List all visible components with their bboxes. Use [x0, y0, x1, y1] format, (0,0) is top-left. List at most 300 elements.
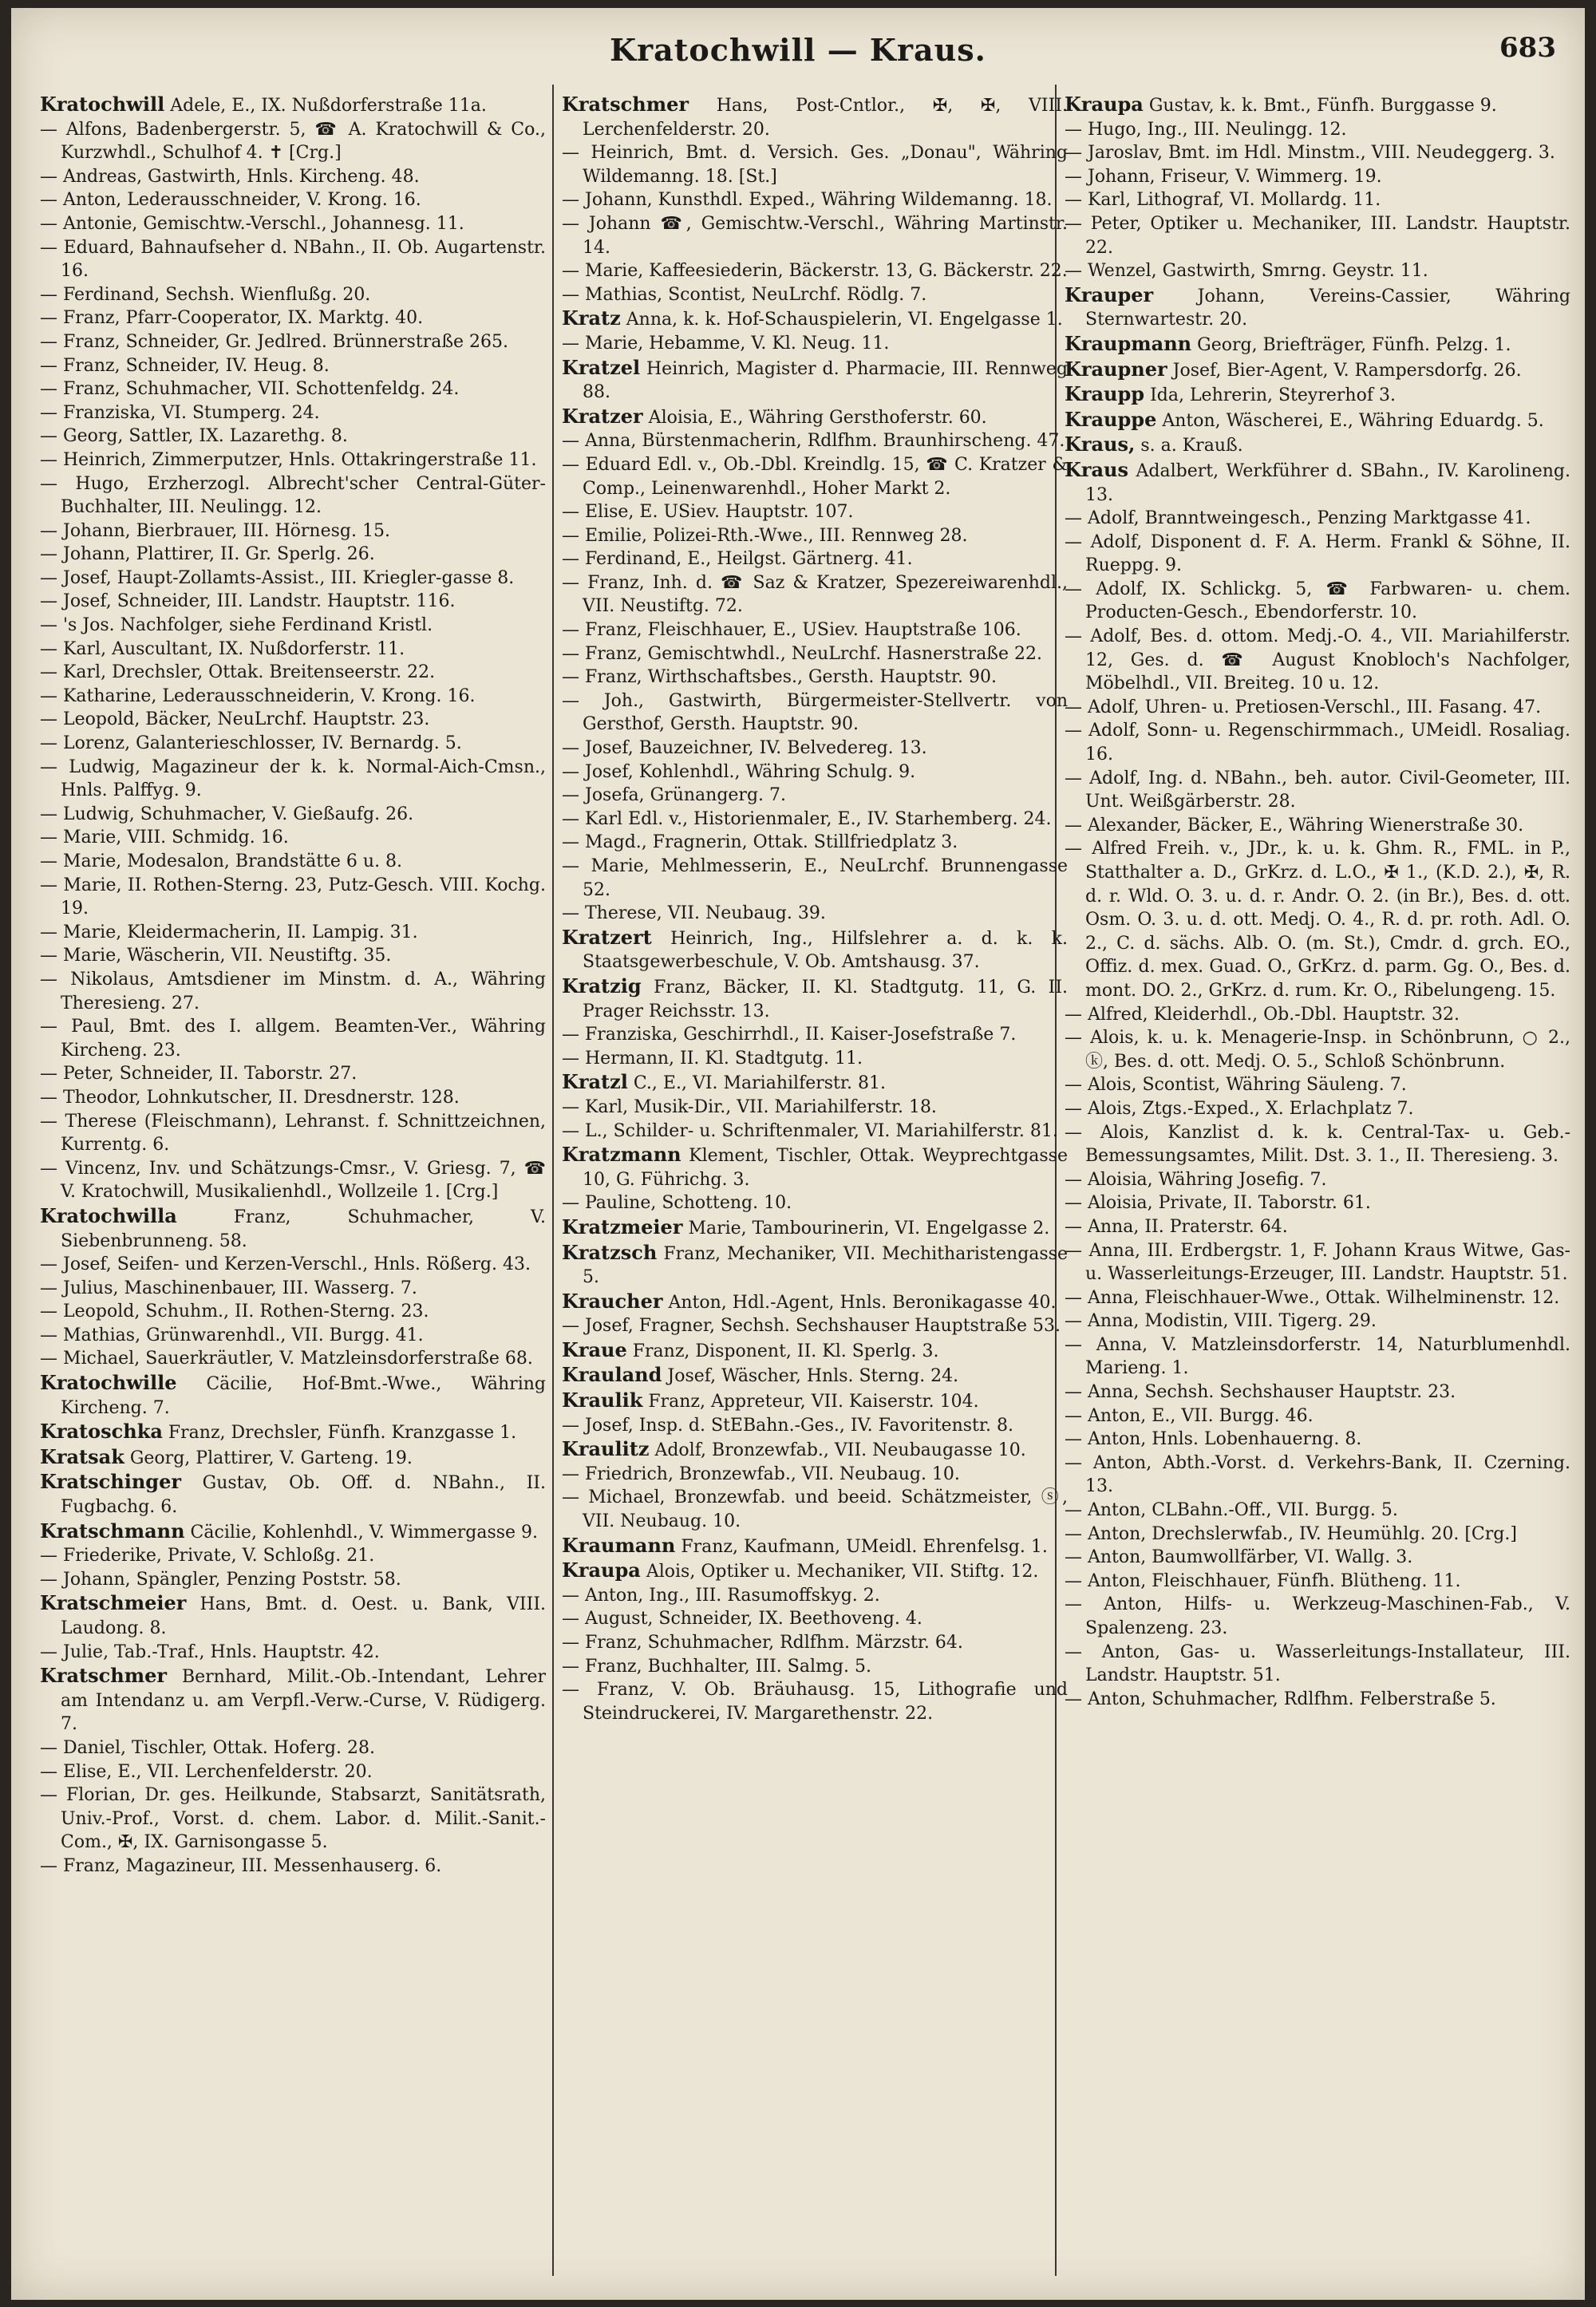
entry-text: — Nikolaus, Amtsdiener im Minstm. d. A., Währing Theresieng. 27. — [40, 969, 546, 1013]
directory-entry — [1065, 283, 1570, 332]
entry-text: — Anton, Gas- u. Wasserleitungs-Installateur, III. Landstr. Hauptstr. 51. — [1065, 1641, 1570, 1686]
directory-entry — [1065, 1239, 1570, 1286]
entry-text: Franz, Kaufmann, UMeidl. Ehrenfelsg. 1. — [675, 1536, 1048, 1557]
entry-text: Franz, Bäcker, II. Kl. Stadtgutg. 11, G. II. Prager Reichsstr. 13. — [583, 977, 1068, 1021]
directory-entry — [562, 926, 1068, 974]
directory-entry — [40, 1062, 546, 1086]
directory-entry — [562, 1607, 1068, 1631]
entry-text: — Anton, Hnls. Lobenhauerng. 8. — [1065, 1429, 1362, 1450]
directory-entry — [40, 1204, 546, 1253]
directory-entry — [40, 732, 546, 756]
entry-surname: Kratschmeier — [40, 1591, 187, 1615]
directory-entry — [40, 1855, 546, 1878]
directory-entry — [40, 188, 546, 212]
directory-entry — [40, 543, 546, 567]
entry-text: — Florian, Dr. ges. Heilkunde, Stabsarzt, Sanitätsrath, Univ.-Prof., Vorst. d. chem. Labor. d. Milit.-Sanit.-Com., ✠, IX. Garnisongasse 5. — [40, 1785, 546, 1853]
directory-entry — [40, 306, 546, 330]
entry-surname: Kraupmann — [1065, 331, 1192, 355]
entry-text: — Anna, V. Matzleinsdorferstr. 14, Naturblumenhdl. Marieng. 1. — [1065, 1334, 1570, 1379]
entry-text: — Franz, Inh. d. ☎ Saz & Kratzer, Spezereiwarenhdl., VII. Neustiftg. 72. — [562, 572, 1068, 617]
directory-entry — [562, 1389, 1068, 1414]
directory-entry — [1065, 1286, 1570, 1310]
directory-entry — [1065, 1641, 1570, 1688]
directory-entry — [562, 1363, 1068, 1389]
directory-entry — [40, 236, 546, 283]
directory-entry — [40, 944, 546, 968]
directory-entry — [40, 1544, 546, 1568]
directory-entry — [562, 1120, 1068, 1144]
entry-surname: Kratschmer — [562, 93, 689, 116]
entry-text: — Paul, Bmt. des I. allgem. Beamten-Ver., Währing Kircheng. 23. — [40, 1017, 546, 1061]
directory-entry — [562, 1631, 1068, 1655]
entry-text: — Anton, Baumwollfärber, VI. Wallg. 3. — [1065, 1547, 1413, 1568]
entry-text: — Heinrich, Bmt. d. Versich. Ges. „Donau", Währing Wildemanng. 18. [St.] — [562, 143, 1068, 187]
entry-text: — Karl, Musik-Dir., VII. Mariahilferstr. 18. — [562, 1096, 937, 1117]
entry-text: Johann, Vereins-Cassier, Währing Sternwartestr. 20. — [1085, 286, 1570, 330]
directory-entry — [40, 850, 546, 874]
directory-entry — [40, 1324, 546, 1348]
entry-text: — Alfred, Kleiderhdl., Ob.-Dbl. Hauptstr. 32. — [1065, 1004, 1460, 1025]
directory-entry — [562, 356, 1068, 405]
entry-text: — Aloisia, Währing Josefig. 7. — [1065, 1169, 1327, 1190]
entry-surname: Kratzsch — [562, 1240, 658, 1264]
entry-text: Anton, Wäscherei, E., Währing Eduardg. 5. — [1156, 410, 1544, 431]
entry-text: — Mathias, Grünwarenhdl., VII. Burgg. 41. — [40, 1325, 424, 1345]
directory-entry — [1065, 1215, 1570, 1239]
entry-text: — Julie, Tab.-Traf., Hnls. Hauptstr. 42. — [40, 1641, 380, 1662]
entry-surname: Kraue — [562, 1337, 627, 1361]
directory-entry — [40, 756, 546, 803]
entry-text: — Adolf, Disponent d. F. A. Herm. Frankl & Söhne, II. Rueppg. 9. — [1065, 531, 1570, 576]
directory-column-1 — [40, 93, 546, 1878]
directory-entry — [1065, 531, 1570, 578]
entry-text: Adele, E., IX. Nußdorferstraße 11a. — [164, 96, 487, 116]
directory-entry — [40, 661, 546, 685]
entry-text: — Pauline, Schotteng. 10. — [562, 1193, 792, 1214]
directory-entry — [1065, 1026, 1570, 1073]
directory-entry — [562, 1143, 1068, 1191]
directory-entry — [562, 212, 1068, 259]
entry-text: — Leopold, Bäcker, NeuLrchf. Hauptstr. 23. — [40, 709, 430, 730]
directory-entry — [562, 1215, 1068, 1241]
entry-text: — Alois, Scontist, Währing Säuleng. 7. — [1065, 1075, 1407, 1096]
directory-entry — [40, 567, 546, 591]
entry-surname: Kratzer — [562, 404, 643, 428]
entry-text: Franz, Mechaniker, VII. Mechitharistengasse 5. — [583, 1243, 1068, 1288]
entry-text: Ida, Lehrerin, Steyrerhof 3. — [1144, 385, 1396, 406]
directory-entry — [40, 1110, 546, 1157]
directory-entry — [1065, 1121, 1570, 1168]
entry-text: — Johann, Spängler, Penzing Poststr. 58. — [40, 1569, 401, 1590]
entry-text: — Adolf, Bes. d. ottom. Medj.-O. 4., VII. Mariahilferstr. 12, Ges. d. ☎ August Knobloch's Nachfolger, Möbelhdl., VII. Breiteg. 10 u. 12. — [1065, 626, 1570, 694]
entry-text: — Karl, Drechsler, Ottak. Breitenseerstr. 22. — [40, 662, 436, 683]
entry-text: — Franz, Schuhmacher, VII. Schottenfeldg. 24. — [40, 379, 460, 400]
directory-entry — [40, 1591, 546, 1640]
entry-text: — Johann, Kunsthdl. Exped., Währing Wildemanng. 18. — [562, 190, 1053, 211]
directory-entry — [1065, 1570, 1570, 1594]
entry-surname: Kratzert — [562, 925, 652, 949]
entry-surname: Kraus, — [1065, 433, 1136, 456]
directory-entry — [40, 1568, 546, 1592]
directory-entry — [562, 1047, 1068, 1071]
directory-entry — [562, 1678, 1068, 1725]
directory-entry — [40, 401, 546, 425]
entry-text: Anna, k. k. Hof-Schauspielerin, VI. Engelgasse 1. — [620, 310, 1063, 330]
directory-entry — [562, 1437, 1068, 1463]
entry-surname: Krauppe — [1065, 407, 1157, 431]
entry-text: — Michael, Sauerkräutler, V. Matzleinsdorferstraße 68. — [40, 1349, 533, 1369]
directory-entry — [40, 685, 546, 709]
directory-entry — [1065, 1381, 1570, 1404]
entry-text: Hans, Bmt. d. Oest. u. Bank, VIII. Laudong. 8. — [61, 1594, 546, 1638]
entry-text: Franz, Schuhmacher, V. Siebenbrunneng. 58. — [61, 1207, 546, 1251]
entry-text: — Wenzel, Gastwirth, Smrng. Geystr. 11. — [1065, 261, 1428, 282]
entry-text: Adalbert, Werkführer d. SBahn., IV. Karolineng. 13. — [1085, 460, 1570, 505]
entry-surname: Kratschmann — [40, 1519, 185, 1543]
entry-text: — Marie, II. Rothen-Sterng. 23, Putz-Gesch. VIII. Kochg. 19. — [40, 875, 546, 919]
entry-text: — Franz, Schneider, Gr. Jedlred. Brünnerstraße 265. — [40, 331, 509, 352]
directory-entry — [1065, 719, 1570, 766]
entry-surname: Kratzmann — [562, 1143, 681, 1167]
directory-entry — [40, 1015, 546, 1062]
entry-surname: Kraupner — [1065, 357, 1167, 381]
entry-text: — Vincenz, Inv. und Schätzungs-Cmsr., V. Griesg. 7, ☎ V. Kratochwill, Musikalienhdl., Wollzeile 1. [Crg.] — [40, 1158, 546, 1203]
directory-entry — [562, 760, 1068, 784]
directory-entry — [562, 453, 1068, 500]
entry-text: — Alois, Ztgs.-Exped., X. Erlachplatz 7. — [1065, 1098, 1414, 1119]
directory-entry — [562, 784, 1068, 808]
directory-entry — [1065, 358, 1570, 383]
directory-entry — [562, 1241, 1068, 1290]
directory-entry — [40, 1300, 546, 1324]
entry-text: — Antonie, Gemischtw.-Verschl., Johannesg. 11. — [40, 213, 464, 234]
entry-text: — Aloisia, Private, II. Taborstr. 61. — [1065, 1193, 1371, 1214]
directory-entry — [562, 1096, 1068, 1120]
directory-entry — [562, 855, 1068, 902]
entry-text: — Ferdinand, E., Heilgst. Gärtnerg. 41. — [562, 549, 913, 570]
entry-text: — Johann, Friseur, V. Wimmerg. 19. — [1065, 166, 1382, 187]
page-header — [35, 29, 1561, 77]
directory-entry — [1065, 118, 1570, 142]
directory-entry — [40, 1277, 546, 1301]
directory-entry — [1065, 332, 1570, 358]
entry-text: — Josef, Seifen- und Kerzen-Verschl., Hnls. Rößerg. 43. — [40, 1254, 531, 1275]
directory-entry — [562, 902, 1068, 926]
entry-text: — Anna, II. Praterstr. 64. — [1065, 1216, 1288, 1237]
entry-text: — August, Schneider, IX. Beethoveng. 4. — [562, 1609, 922, 1630]
directory-entry — [1065, 1452, 1570, 1499]
entry-text: — Josef, Haupt-Zollamts-Assist., III. Kriegler-gasse 8. — [40, 567, 515, 588]
entry-text: — Heinrich, Zimmerputzer, Hnls. Ottakringerstraße 11. — [40, 449, 537, 470]
entry-surname: Kratochwille — [40, 1371, 177, 1395]
entry-text: — Friedrich, Bronzewfab., VII. Neubaug. 10. — [562, 1464, 960, 1484]
directory-entry — [562, 524, 1068, 548]
directory-entry — [40, 1470, 546, 1519]
directory-entry — [40, 1347, 546, 1371]
directory-entry — [40, 425, 546, 448]
entry-text: — Adolf, Ing. d. NBahn., beh. autor. Civil-Geometer, III. Unt. Weißgärberstr. 28. — [1065, 768, 1570, 812]
directory-entry — [562, 1191, 1068, 1215]
entry-text: — Anna, Sechsh. Sechshauser Hauptstr. 23. — [1065, 1382, 1456, 1403]
entry-text: — Emilie, Polizei-Rth.-Wwe., III. Rennweg 28. — [562, 525, 968, 546]
directory-entry — [1065, 165, 1570, 189]
entry-text: — Anton, Hilfs- u. Werkzeug-Maschinen-Fab., V. Spalenzeng. 23. — [1065, 1594, 1570, 1638]
entry-text: — Anton, Lederausschneider, V. Krong. 16. — [40, 190, 421, 211]
entry-text: — Franz, Wirthschaftsbes., Gersth. Hauptstr. 90. — [562, 667, 997, 688]
directory-entry — [562, 666, 1068, 689]
directory-entry — [1065, 1168, 1570, 1192]
entry-text: Klement, Tischler, Ottak. Weyprechtgasse 10, G. Führichg. 3. — [583, 1146, 1068, 1190]
entry-text: — Franz, V. Ob. Bräuhausg. 15, Lithografie und Steindruckerei, IV. Margarethenstr. 22. — [562, 1680, 1068, 1724]
entry-text: Aloisia, E., Währing Gersthoferstr. 60. — [642, 407, 987, 428]
directory-entry — [40, 1086, 546, 1110]
directory-entry — [40, 1641, 546, 1665]
entry-text: — Joh., Gastwirth, Bürgermeister-Stellvertr. von Gersthof, Gersth. Hauptstr. 90. — [562, 690, 1068, 735]
directory-entry — [562, 1070, 1068, 1096]
directory-entry — [1065, 1688, 1570, 1712]
directory-entry — [562, 737, 1068, 760]
entry-text: Franz, Drechsler, Fünfh. Kranzgasse 1. — [162, 1423, 517, 1444]
directory-entry — [1065, 1097, 1570, 1121]
entry-surname: Kratoschka — [40, 1420, 163, 1444]
entry-text: — Katharine, Lederausschneiderin, V. Krong. 16. — [40, 685, 476, 706]
running-head: Kratochwill — Kraus. — [610, 32, 986, 68]
directory-entry — [562, 93, 1068, 141]
directory-entry — [562, 500, 1068, 524]
entry-text: — Elise, E. USiev. Hauptstr. 107. — [562, 502, 854, 523]
directory-entry — [1065, 578, 1570, 625]
directory-entry — [40, 708, 546, 732]
entry-text: Adolf, Bronzewfab., VII. Neubaugasse 10. — [649, 1440, 1026, 1461]
entry-surname: Kraupa — [562, 1558, 641, 1582]
entry-text: — Adolf, IX. Schlickg. 5, ☎ Farbwaren- u. chem. Producten-Gesch., Ebendorferstr. 10. — [1065, 579, 1570, 623]
entry-text: — Peter, Schneider, II. Taborstr. 27. — [40, 1064, 358, 1084]
directory-entry — [1065, 458, 1570, 507]
directory-entry — [562, 1338, 1068, 1364]
directory-entry — [1065, 1546, 1570, 1570]
entry-surname: Kraus — [1065, 457, 1129, 481]
entry-text: — Josefa, Grünangerg. 7. — [562, 785, 787, 806]
directory-entry — [562, 141, 1068, 188]
entry-text: — Anton, Abth.-Vorst. d. Verkehrs-Bank, II. Czerning. 13. — [1065, 1452, 1570, 1497]
directory-entry — [1065, 188, 1570, 212]
entry-text: — Mathias, Scontist, NeuLrchf. Rödlg. 7. — [562, 284, 927, 305]
entry-text: — Hugo, Ing., III. Neulingg. 12. — [1065, 119, 1347, 140]
entry-text: — Franziska, VI. Stumperg. 24. — [40, 402, 320, 423]
directory-entry — [1065, 1073, 1570, 1097]
entry-text: — Karl, Auscultant, IX. Nußdorferstr. 11. — [40, 638, 405, 659]
directory-entry — [562, 1290, 1068, 1315]
directory-entry — [562, 429, 1068, 453]
column-divider — [552, 85, 554, 2276]
directory-entry — [40, 472, 546, 519]
directory-entry — [40, 283, 546, 307]
entry-text: — Alois, k. u. k. Menagerie-Insp. in Schönbrunn, ○ 2., ⓚ, Bes. d. ott. Medj. O. 5., Schloß Schönbrunn. — [1065, 1028, 1570, 1072]
directory-entry — [562, 405, 1068, 430]
directory-entry — [1065, 1310, 1570, 1333]
directory-entry — [40, 1760, 546, 1784]
entry-text: — Julius, Maschinenbauer, III. Wasserg. 7. — [40, 1278, 417, 1298]
directory-entry — [1065, 433, 1570, 458]
entry-text: Gustav, Ob. Off. d. NBahn., II. Fugbachg. 6. — [61, 1473, 546, 1518]
directory-entry — [562, 188, 1068, 212]
directory-entry — [40, 1420, 546, 1445]
entry-text: — Friederike, Private, V. Schloßg. 21. — [40, 1546, 375, 1566]
entry-surname: Krauland — [562, 1363, 662, 1387]
directory-entry — [40, 874, 546, 921]
directory-entry — [1065, 1333, 1570, 1381]
entry-text: — Franz, Buchhalter, III. Salmg. 5. — [562, 1656, 871, 1677]
directory-entry — [562, 1414, 1068, 1438]
entry-text: Hans, Post-Cntlor., ✠, ✠, VIII. Lerchenfelderstr. 20. — [583, 96, 1068, 140]
entry-surname: Kraumann — [562, 1533, 676, 1557]
directory-entry — [40, 330, 546, 354]
directory-entry — [562, 283, 1068, 307]
directory-entry — [1065, 1593, 1570, 1640]
directory-entry — [1065, 93, 1570, 118]
directory-entry — [562, 974, 1068, 1023]
entry-surname: Krauper — [1065, 282, 1154, 306]
entry-text: — Adolf, Sonn- u. Regenschirmmach., UMeidl. Rosaliag. 16. — [1065, 721, 1570, 765]
entry-text: — Ludwig, Magazineur der k. k. Normal-Aich-Cmsn., Hnls. Palffyg. 9. — [40, 756, 546, 801]
entry-text: — Adolf, Branntweingesch., Penzing Marktgasse 41. — [1065, 508, 1531, 529]
entry-text: — Peter, Optiker u. Mechaniker, III. Landstr. Hauptstr. 22. — [1065, 213, 1570, 258]
entry-surname: Kraulitz — [562, 1437, 650, 1461]
entry-text: — Adolf, Uhren- u. Pretiosen-Verschl., III. Fasang. 47. — [1065, 697, 1542, 717]
directory-entry — [562, 306, 1068, 332]
entry-text: — Ludwig, Schuhmacher, V. Gießaufg. 26. — [40, 804, 414, 824]
entry-text: — Therese, VII. Neubaug. 39. — [562, 903, 826, 924]
entry-text: — Anton, CLBahn.-Off., VII. Burgg. 5. — [1065, 1500, 1398, 1521]
directory-entry — [1065, 507, 1570, 531]
entry-text: — Franz, Fleischhauer, E., USiev. Hauptstraße 106. — [562, 620, 1021, 641]
entry-text: — Andreas, Gastwirth, Hnls. Kircheng. 48. — [40, 166, 420, 187]
entry-text: — Marie, VIII. Schmidg. 16. — [40, 828, 289, 848]
directory-entry — [562, 1486, 1068, 1533]
entry-text: — Josef, Insp. d. StEBahn.-Ges., IV. Favoritenstr. 8. — [562, 1415, 1013, 1436]
directory-entry — [40, 93, 546, 118]
directory-entry — [40, 1784, 546, 1855]
entry-text: — Anton, Ing., III. Rasumoffskyg. 2. — [562, 1585, 880, 1606]
directory-entry — [40, 614, 546, 638]
directory-entry — [562, 1314, 1068, 1338]
entry-text: — Franz, Magazineur, III. Messenhauserg. 6. — [40, 1855, 442, 1876]
entry-text: — Marie, Hebamme, V. Kl. Neug. 11. — [562, 333, 890, 354]
entry-surname: Kratsak — [40, 1444, 124, 1468]
entry-text: — Johann, Bierbrauer, III. Hörnesg. 15. — [40, 520, 390, 541]
directory-entry — [40, 638, 546, 662]
entry-text: Anton, Hdl.-Agent, Hnls. Beronikagasse 40. — [662, 1292, 1057, 1313]
entry-surname: Kraupa — [1065, 93, 1144, 116]
entry-text: — Josef, Bauzeichner, IV. Belvedereg. 13. — [562, 738, 927, 759]
directory-entry — [562, 831, 1068, 855]
entry-text: — Theodor, Lohnkutscher, II. Dresdnerstr. 128. — [40, 1087, 460, 1108]
directory-entry — [562, 689, 1068, 737]
entry-text: — Marie, Wäscherin, VII. Neustiftg. 35. — [40, 946, 392, 966]
page-number: 683 — [1499, 32, 1556, 64]
entry-text: — Hugo, Erzherzogl. Albrecht'scher Central-Güter-Buchhalter, III. Neulingg. 12. — [40, 473, 546, 518]
directory-entry — [40, 212, 546, 236]
entry-text: — Therese (Fleischmann), Lehranst. f. Schnittzeichnen, Kurrentg. 6. — [40, 1111, 546, 1155]
entry-text: — Franz, Pfarr-Cooperator, IX. Marktg. 40. — [40, 308, 424, 329]
entry-surname: Kratochwill — [40, 93, 165, 116]
directory-entry — [1065, 141, 1570, 165]
directory-entry — [1065, 1499, 1570, 1523]
entry-text: Cäcilie, Kohlenhdl., V. Wimmergasse 9. — [184, 1522, 539, 1543]
entry-text: Heinrich, Magister d. Pharmacie, III. Rennweg 88. — [583, 358, 1068, 403]
entry-text: Heinrich, Ing., Hilfslehrer a. d. k. k. Staatsgewerbeschule, V. Ob. Amtshausg. 37. — [583, 928, 1068, 973]
entry-text: — Franziska, Geschirrhdl., II. Kaiser-Josefstraße 7. — [562, 1025, 1017, 1045]
entry-text: — Ferdinand, Sechsh. Wienflußg. 20. — [40, 284, 371, 305]
entry-text: — Anton, Schuhmacher, Rdlfhm. Felberstraße 5. — [1065, 1689, 1496, 1709]
directory-entry — [1065, 259, 1570, 283]
entry-text: — Marie, Kaffeesiederin, Bäckerstr. 13, G. Bäckerstr. 22. — [562, 261, 1068, 282]
entry-text: Georg, Briefträger, Fünfh. Pelzg. 1. — [1191, 334, 1511, 355]
directory-entry — [562, 808, 1068, 832]
entry-text: — Johann ☎, Gemischtw.-Verschl., Währing Martinstr. 14. — [562, 213, 1068, 258]
entry-text: — Elise, E., VII. Lerchenfelderstr. 20. — [40, 1761, 373, 1782]
entry-text: — Eduard Edl. v., Ob.-Dbl. Kreindlg. 15, ☎ C. Kratzer & Comp., Leinenwarenhdl., Hoher Markt 2. — [562, 454, 1068, 499]
entry-text: — Franz, Schneider, IV. Heug. 8. — [40, 355, 330, 376]
directory-entry — [40, 1736, 546, 1760]
directory-entry — [40, 165, 546, 189]
directory-entry — [40, 377, 546, 401]
directory-entry — [562, 1534, 1068, 1559]
entry-text: — Jaroslav, Bmt. im Hdl. Minstm., VIII. Neudeggerg. 3. — [1065, 143, 1555, 164]
directory-entry — [1065, 767, 1570, 814]
entry-text: — Anton, Drechslerwfab., IV. Heumühlg. 20. [Crg.] — [1065, 1523, 1517, 1544]
entry-text: — Anna, III. Erdbergstr. 1, F. Johann Kraus Witwe, Gas- u. Wasserleitungs-Erzeuger, III. Landstr. Hauptstr. 51. — [1065, 1240, 1570, 1285]
entry-text: Cäcilie, Hof-Bmt.-Wwe., Währing Kircheng. 7. — [61, 1374, 546, 1418]
directory-entry — [1065, 1003, 1570, 1027]
entry-surname: Kratzig — [562, 974, 642, 997]
entry-surname: Kratzel — [562, 355, 641, 379]
entry-text: — Alfons, Badenbergerstr. 5, ☎ A. Kratochwill & Co., Kurzwhdl., Schulhof 4. ✝ [Crg.] — [40, 119, 546, 164]
directory-entry — [1065, 212, 1570, 259]
directory-entry — [40, 448, 546, 472]
entry-text: — Franz, Schuhmacher, Rdlfhm. Märzstr. 64. — [562, 1633, 963, 1653]
directory-entry — [40, 921, 546, 945]
entry-text: — Leopold, Schuhm., II. Rothen-Sterng. 23. — [40, 1302, 429, 1322]
directory-entry — [562, 618, 1068, 642]
directory-entry — [562, 259, 1068, 283]
directory-entry — [562, 1655, 1068, 1679]
entry-text: — Anton, E., VII. Burgg. 46. — [1065, 1405, 1314, 1426]
entry-surname: Kratz — [562, 306, 621, 330]
entry-text: — Marie, Mehlmesserin, E., NeuLrchf. Brunnengasse 52. — [562, 856, 1068, 900]
directory-entry — [562, 571, 1068, 618]
entry-text: — Anna, Modistin, VIII. Tigerg. 29. — [1065, 1311, 1377, 1332]
entry-surname: Kraupp — [1065, 382, 1145, 406]
entry-surname: Kratschmer — [40, 1664, 168, 1688]
directory-entry — [562, 547, 1068, 571]
directory-entry — [40, 519, 546, 543]
entry-text: — Marie, Modesalon, Brandstätte 6 u. 8. — [40, 851, 403, 871]
directory-entry — [1065, 837, 1570, 1002]
entry-surname: Kraucher — [562, 1289, 663, 1313]
entry-text: — Franz, Gemischtwhdl., NeuLrchf. Hasnerstraße 22. — [562, 643, 1043, 664]
entry-text: Franz, Appreteur, VII. Kaiserstr. 104. — [642, 1392, 979, 1412]
entry-text: — Alois, Kanzlist d. k. k. Central-Tax- u. Geb.-Bemessungsamtes, Milit. Dst. 3. 1., II. Theresieng. 3. — [1065, 1122, 1570, 1167]
directory-entry — [40, 1253, 546, 1277]
directory-entry — [40, 590, 546, 614]
directory-entry — [562, 332, 1068, 356]
entry-text: — 's Jos. Nachfolger, siehe Ferdinand Kristl. — [40, 615, 433, 636]
entry-text: — Hermann, II. Kl. Stadtgutg. 11. — [562, 1048, 863, 1069]
directory-entry — [1065, 1523, 1570, 1547]
entry-text: Gustav, k. k. Bmt., Fünfh. Burggasse 9. — [1143, 96, 1497, 116]
entry-text: Georg, Plattirer, V. Garteng. 19. — [124, 1448, 413, 1468]
